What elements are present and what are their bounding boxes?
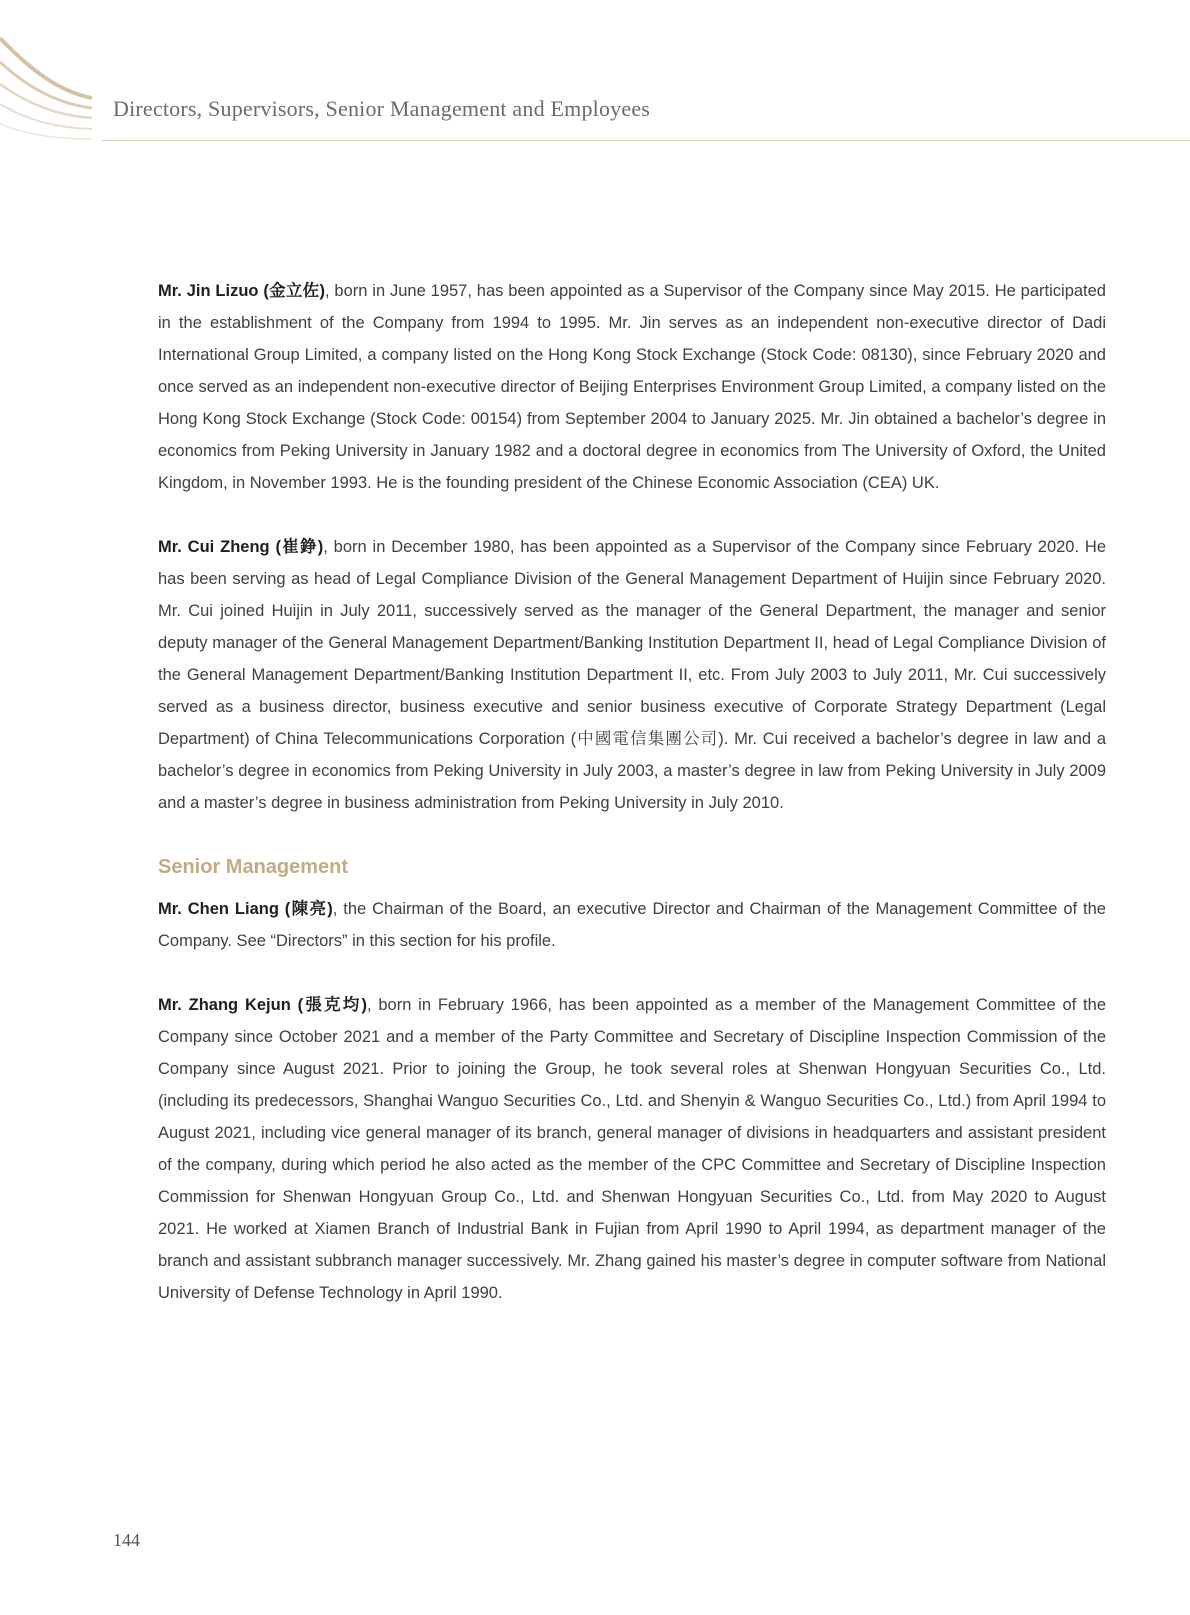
bio-text: , the Chairman of the Board, an executive Director and Chairman of the Management Committee of the Company. See “Directors” in this section for his profile.	[158, 900, 1106, 950]
section-heading-senior-management: Senior Management	[158, 856, 349, 878]
bio-cui-zheng	[158, 531, 1106, 819]
bio-name: Mr. Jin Lizuo (金立佐)	[158, 282, 325, 300]
bio-name: Mr. Chen Liang (陳亮)	[158, 900, 333, 918]
decorative-arcs-graphic	[0, 0, 110, 145]
bio-text: , born in December 1980, has been appointed as a Supervisor of the Company since February 2020. He has been serving as head of Legal Compliance Division of the General Management Department of Huijin since February 2020. Mr. Cui joined Huijin in July 2011, successively served as the manager of the General Department, the manager and senior deputy manager of the General Management Department/Banking Institution Department II, head of Legal Compliance Division of the General Management Department/Banking Institution Department II, etc. From July 2003 to July 2011, Mr. Cui successively served as a business director, business executive and senior business executive of Corporate Strategy Department (Legal Department) of China Telecommunications Corporation (中國電信集團公司). Mr. Cui received a bachelor’s degree in law and a bachelor’s degree in economics from Peking University in July 2003, a master’s degree in law from Peking University in July 2009 and a master’s degree in business administration from Peking University in July 2010.	[158, 538, 1106, 812]
main-content	[158, 275, 1106, 1341]
bio-zhang-kejun	[158, 989, 1106, 1309]
bio-name: Mr. Zhang Kejun (張克均)	[158, 996, 367, 1014]
bio-jin-lizuo	[158, 275, 1106, 499]
bio-name: Mr. Cui Zheng (崔錚)	[158, 538, 324, 556]
bio-chen-liang	[158, 893, 1106, 957]
page-number: 144	[113, 1530, 140, 1550]
page-header-title: Directors, Supervisors, Senior Management and Employees	[113, 96, 651, 121]
bio-text: , born in February 1966, has been appointed as a member of the Management Committee of the Company since October 2021 and a member of the Party Committee and Secretary of Discipline Inspection Commission of the Company since August 2021. Prior to joining the Group, he took several roles at Shenwan Hongyuan Securities Co., Ltd. (including its predecessors, Shanghai Wanguo Securities Co., Ltd. and Shenyin & Wanguo Securities Co., Ltd.) from April 1994 to August 2021, including vice general manager of its branch, general manager of divisions in headquarters and assistant president of the company, during which period he also acted as the member of the CPC Committee and Secretary of Discipline Inspection Commission for Shenwan Hongyuan Group Co., Ltd. and Shenwan Hongyuan Securities Co., Ltd. from May 2020 to August 2021. He worked at Xiamen Branch of Industrial Bank in Fujian from April 1990 to April 1994, as department manager of the branch and assistant subbranch manager successively. Mr. Zhang gained his master’s degree in computer software from National University of Defense Technology in April 1990.	[158, 996, 1106, 1302]
header-divider	[102, 140, 1190, 141]
bio-text: , born in June 1957, has been appointed as a Supervisor of the Company since May 2015. He participated in the establishment of the Company from 1994 to 1995. Mr. Jin serves as an independent non-executive director of Dadi International Group Limited, a company listed on the Hong Kong Stock Exchange (Stock Code: 08130), since February 2020 and once served as an independent non-executive director of Beijing Enterprises Environment Group Limited, a company listed on the Hong Kong Stock Exchange (Stock Code: 00154) from September 2004 to January 2025. Mr. Jin obtained a bachelor’s degree in economics from Peking University in January 1982 and a doctoral degree in economics from The University of Oxford, the United Kingdom, in November 1993. He is the founding president of the Chinese Economic Association (CEA) UK.	[158, 282, 1106, 492]
